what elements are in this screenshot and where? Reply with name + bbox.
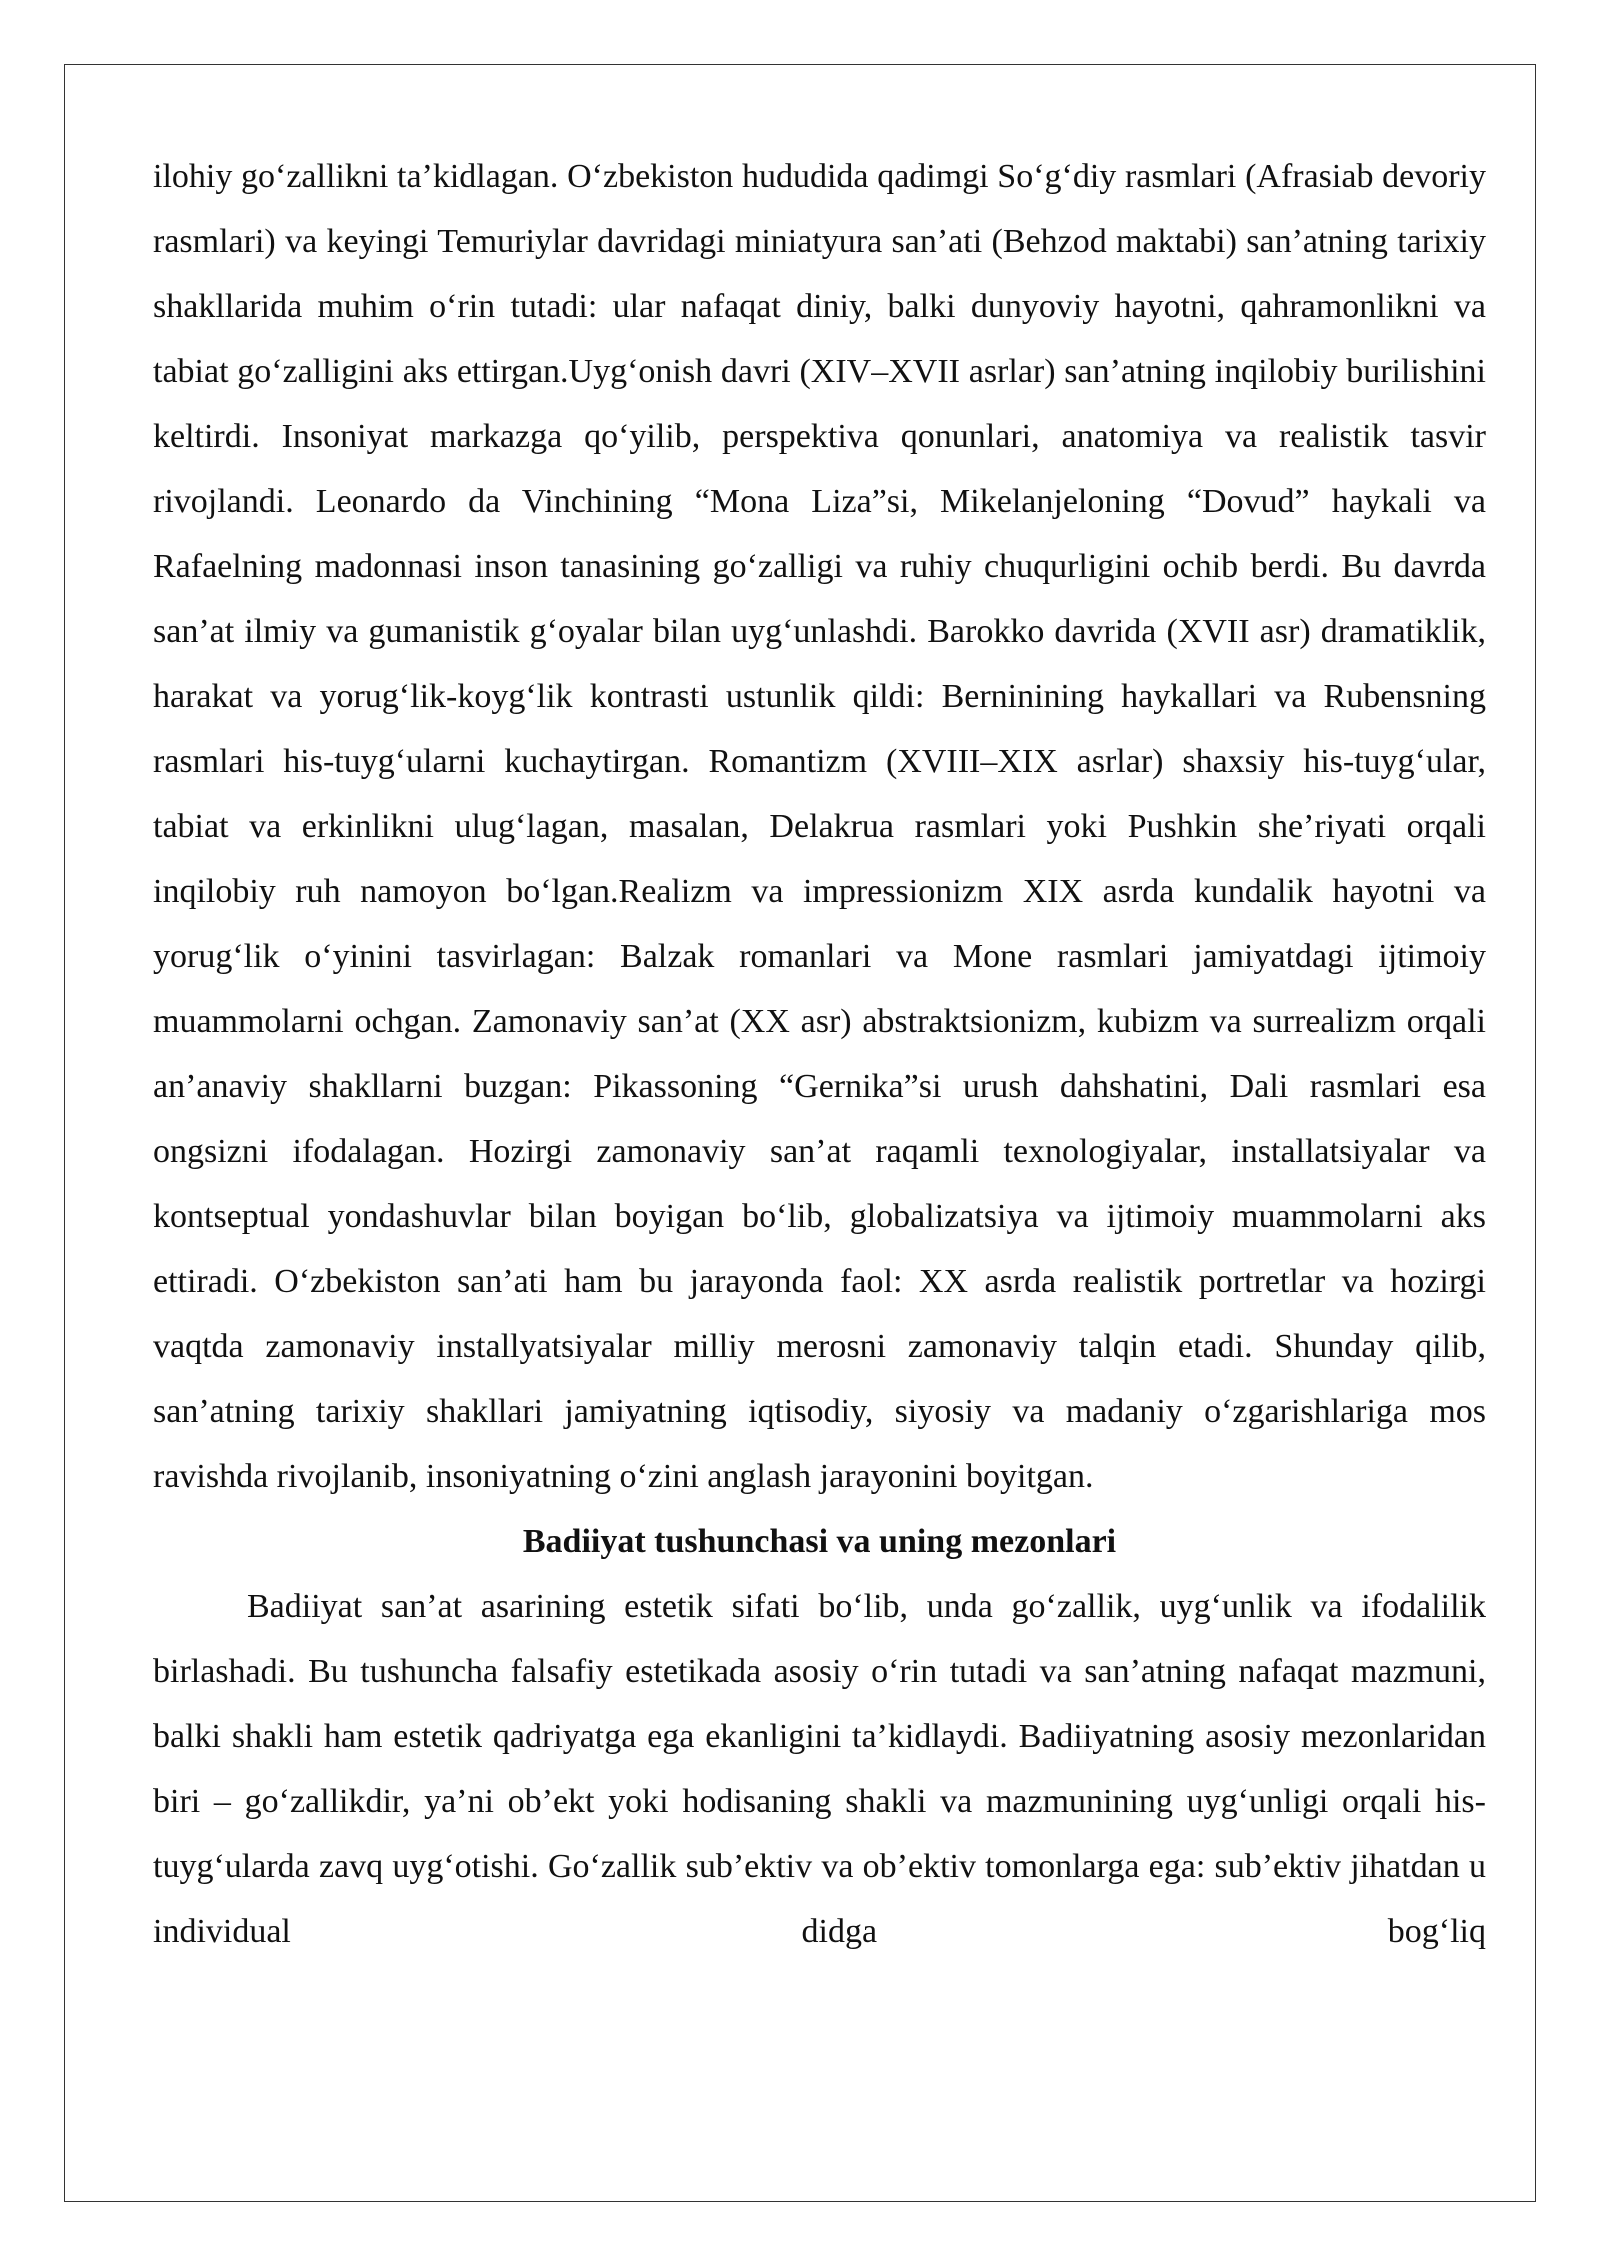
section-heading: Badiiyat tushunchasi va uning mezonlari — [522, 1523, 1117, 1560]
body-paragraph-2: Badiiyat san’at asarining estetik sifati bo‘lib, unda go‘zallik, uyg‘unlik va ifodalilik birlashadi. Bu tushuncha falsafiy estetikada asosiy o‘rin tutadi va san’atning nafaqat mazmuni, balki shakli ham estetik qadriyatga ega ekanligini ta’kidlaydi. Badiiyatning asosiy mezonlaridan biri – go‘zallikdir, ya’ni ob’ekt yoki hodisaning shakli va mazmunining uyg‘unligi orqali his-tuyg‘ularda zavq uyg‘otishi. Go‘zallik sub’ektiv va ob’ektiv tomonlarga ega: sub’ektiv jihatdan u individual didga bog‘liq — [153, 1588, 1486, 1950]
body-paragraph: ilohiy go‘zallikni ta’kidlagan. O‘zbekiston hududida qadimgi So‘g‘diy rasmlari (Afrasiab devoriy rasmlari) va keyingi Temuriylar davridagi miniatyura san’ati (Behzod maktabi) san’atning tarixiy shakllarida muhim o‘rin tutadi: ular nafaqat diniy, balki dunyoviy hayotni, qahramonlikni va tabiat go‘zalligini aks ettirgan.Uyg‘onish davri (XIV–XVII asrlar) san’atning inqilobiy burilishini keltirdi. Insoniyat markazga qo‘yilib, perspektiva qonunlari, anatomiya va realistik tasvir rivojlandi. Leonardo da Vinchining “Mona Liza”si, Mikelanjeloning “Dovud” haykali va Rafaelning madonnasi inson tanasining go‘zalligi va ruhiy chuqurligini ochib berdi. Bu davrda san’at ilmiy va gumanistik g‘oyalar bilan uyg‘unlashdi. Barokko davrida (XVII asr) dramatiklik, harakat va yorug‘lik-koyg‘lik kontrasti ustunlik qildi: Berninining haykallari va Rubensning rasmlari his-tuyg‘ularni kuchaytirgan. Romantizm (XVIII–XIX asrlar) shaxsiy his-tuyg‘ular, tabiat va erkinlikni ulug‘lagan, masalan, Delakrua rasmlari yoki Pushkin she’riyati orqali inqilobiy ruh namoyon bo‘lgan.Realizm va impressionizm XIX asrda kundalik hayotni va yorug‘lik o‘yinini tasvirlagan: Balzak romanlari va Mone rasmlari jamiyatdagi ijtimoiy muammolarni ochgan. Zamonaviy san’at (XX asr) abstraktsionizm, kubizm va surrealizm orqali an’anaviy shakllarni buzgan: Pikassoning “Gernika”si urush dahshatini, Dali rasmlari esa ongsizni ifodalagan. Hozirgi zamonaviy san’at raqamli texnologiyalar, installatsiyalar va kontseptual yondashuvlar bilan boyigan bo‘lib, globalizatsiya va ijtimoiy muammolarni aks ettiradi. O‘zbekiston san’ati ham bu jarayonda faol: XX asrda realistik portretlar va hozirgi vaqtda zamonaviy installyatsiyalar milliy merosni zamonaviy talqin etadi. Shunday qilib, san’atning tarixiy shakllari jamiyatning iqtisodiy, siyosiy va madaniy o‘zgarishlariga mos ravishda rivojlanib, insoniyatning o‘zini anglash jarayonini boyitgan. — [153, 158, 1486, 1495]
document-body — [153, 144, 1486, 1964]
